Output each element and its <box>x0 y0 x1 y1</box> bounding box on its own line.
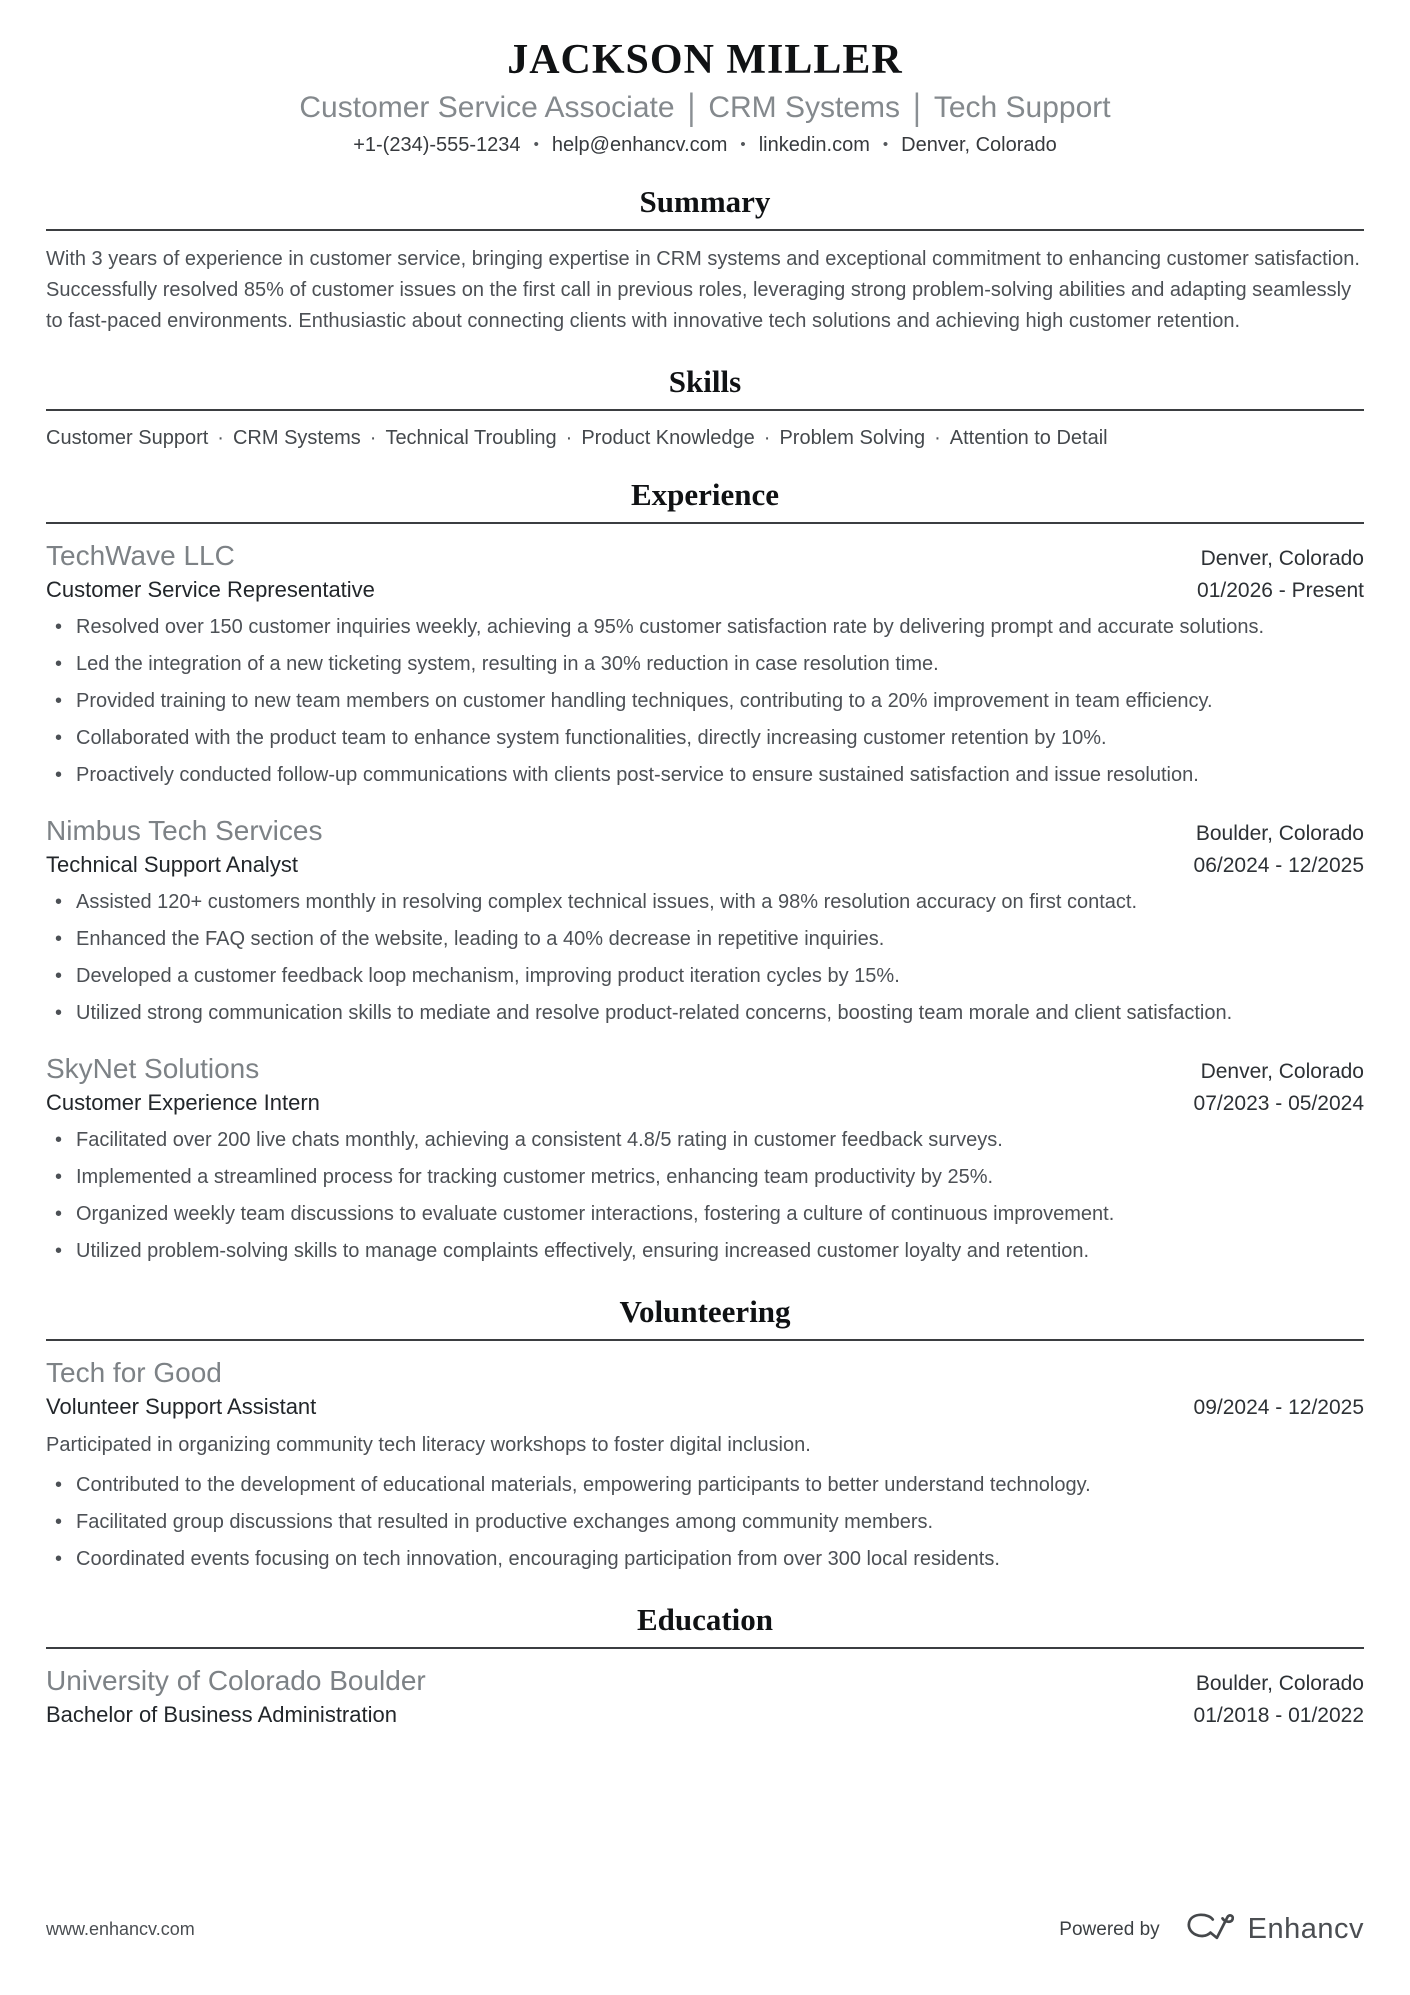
entry-degree: Bachelor of Business Administration <box>46 1702 397 1727</box>
skill-item: Problem Solving <box>779 427 926 449</box>
powered-by-label: Powered by <box>1059 1918 1160 1940</box>
skill-item: Product Knowledge <box>581 427 755 449</box>
volunteering-entry <box>46 1357 1364 1575</box>
section-divider <box>46 1647 1364 1649</box>
skill-item: CRM Systems <box>232 427 361 449</box>
entry-bullet-list <box>46 1125 1364 1267</box>
entry-location: Denver, Colorado <box>1200 547 1364 570</box>
entry-job-title: Technical Support Analyst <box>46 852 298 877</box>
entry-description: Participated in organizing community tech literacy workshops to foster digital inclusion. <box>46 1434 811 1456</box>
entry-title-row <box>46 852 1364 878</box>
education-entry <box>46 1665 1364 1728</box>
skill-separator: · <box>763 427 771 449</box>
powered-by-group[interactable] <box>1059 1910 1364 1949</box>
headline-role: Customer Service Associate <box>299 91 675 124</box>
section-experience <box>46 477 1364 1267</box>
section-summary <box>46 184 1364 337</box>
section-divider <box>46 409 1364 411</box>
bullet-item: • Collaborated with the product team to enhance system functionalities, directly increasing customer retention by 10%. <box>46 723 1364 754</box>
entry-title-row <box>46 1702 1364 1728</box>
entry-header-row <box>46 815 1364 847</box>
enhancv-logo-icon <box>1182 1910 1236 1949</box>
footer-website-link[interactable]: www.enhancv.com <box>46 1919 195 1939</box>
contact-location: Denver, Colorado <box>901 134 1057 156</box>
contact-linkedin[interactable]: linkedin.com <box>758 134 870 156</box>
contact-email[interactable]: help@enhancv.com <box>551 134 728 156</box>
contact-line <box>46 134 1364 157</box>
bullet-item: • Coordinated events focusing on tech innovation, encouraging participation from over 300 local residents. <box>46 1544 1364 1575</box>
entry-organization: Tech for Good <box>46 1357 222 1388</box>
contact-separator: • <box>882 136 889 153</box>
skill-item: Technical Troubling <box>385 427 557 449</box>
bullet-item: • Enhanced the FAQ section of the website, leading to a 40% decrease in repetitive inquiries. <box>46 924 1364 955</box>
headline-specialty-1: CRM Systems <box>708 91 901 124</box>
contact-separator: • <box>740 136 746 153</box>
entry-dates: 01/2018 - 01/2022 <box>1193 1704 1364 1727</box>
entry-dates: 01/2026 - Present <box>1197 579 1364 602</box>
entry-bullet-list <box>46 612 1364 791</box>
skill-item: Attention to Detail <box>949 427 1108 449</box>
skill-separator: · <box>934 427 941 449</box>
page-footer <box>46 1910 1364 1949</box>
candidate-headline <box>46 86 1364 128</box>
section-volunteering <box>46 1294 1364 1575</box>
section-divider <box>46 522 1364 524</box>
entry-role-title: Volunteer Support Assistant <box>46 1394 317 1419</box>
entry-job-title: Customer Experience Intern <box>46 1090 320 1115</box>
skills-heading: Skills <box>668 364 742 399</box>
candidate-name: JACKSON MILLER <box>507 37 903 83</box>
skill-separator: · <box>217 427 224 449</box>
experience-heading: Experience <box>630 477 780 512</box>
contact-phone: +1-(234)-555-1234 <box>353 134 521 156</box>
volunteering-heading: Volunteering <box>619 1294 791 1329</box>
bullet-item: • Contributed to the development of educational materials, empowering participants to better understand technology. <box>46 1470 1364 1501</box>
bullet-item: • Facilitated over 200 live chats monthly, achieving a consistent 4.8/5 rating in customer feedback surveys. <box>46 1125 1364 1156</box>
entry-header-row <box>46 1053 1364 1085</box>
bullet-item: • Led the integration of a new ticketing system, resulting in a 30% reduction in case resolution time. <box>46 649 1364 680</box>
summary-text: With 3 years of experience in customer service, bringing expertise in CRM systems and exceptional commitment to enhancing customer satisfaction. Successfully resolved 85% of customer issues on the first call in previous roles, leveraging strong problem-solving abilities and adapting seamlessly to fast-paced environments. Enthusiastic about connecting clients with innovative tech solutions and achieving high customer retention. <box>46 248 1360 332</box>
contact-separator: • <box>533 136 539 153</box>
bullet-item: • Organized weekly team discussions to evaluate customer interactions, fostering a culture of continuous improvement. <box>46 1199 1364 1230</box>
entry-job-title: Customer Service Representative <box>46 577 375 602</box>
bullet-item: • Implemented a streamlined process for tracking customer metrics, enhancing team productivity by 25%. <box>46 1162 1364 1193</box>
bullet-item: • Proactively conducted follow-up communications with clients post-service to ensure sustained satisfaction and issue resolution. <box>46 760 1364 791</box>
entry-title-row <box>46 1394 1364 1420</box>
skill-separator: · <box>565 427 573 449</box>
entry-location: Denver, Colorado <box>1200 1060 1364 1083</box>
bullet-item: • Utilized problem-solving skills to manage complaints effectively, ensuring increased customer loyalty and retention. <box>46 1236 1364 1267</box>
bullet-item: • Utilized strong communication skills to mediate and resolve product-related concerns, boosting team morale and client satisfaction. <box>46 998 1364 1029</box>
bullet-item: • Provided training to new team members on customer handling techniques, contributing to a 20% improvement in team efficiency. <box>46 686 1364 717</box>
entry-company: Nimbus Tech Services <box>46 815 323 846</box>
section-skills <box>46 364 1364 450</box>
skills-list <box>46 427 1364 450</box>
entry-company: TechWave LLC <box>46 540 235 571</box>
skill-separator: · <box>369 427 377 449</box>
entry-bullet-list <box>46 887 1364 1029</box>
section-divider <box>46 229 1364 231</box>
entry-company: SkyNet Solutions <box>46 1053 260 1084</box>
entry-header-row <box>46 1357 1364 1389</box>
summary-heading: Summary <box>639 184 771 219</box>
entry-location: Boulder, Colorado <box>1195 822 1364 845</box>
headline-specialty-2: Tech Support <box>933 91 1111 124</box>
bullet-item: • Developed a customer feedback loop mechanism, improving product iteration cycles by 15%. <box>46 961 1364 992</box>
entry-school: University of Colorado Boulder <box>46 1665 426 1696</box>
experience-entry <box>46 540 1364 791</box>
skill-item: Customer Support <box>46 427 209 449</box>
resume-header <box>46 36 1364 157</box>
section-education <box>46 1602 1364 1728</box>
bullet-item: • Resolved over 150 customer inquiries weekly, achieving a 95% customer satisfaction rate by delivering prompt and accurate solutions. <box>46 612 1364 643</box>
experience-entry <box>46 815 1364 1029</box>
entry-title-row <box>46 577 1364 603</box>
bullet-item: • Facilitated group discussions that resulted in productive exchanges among community members. <box>46 1507 1364 1538</box>
entry-title-row <box>46 1090 1364 1116</box>
entry-dates: 06/2024 - 12/2025 <box>1193 854 1364 877</box>
entry-location: Boulder, Colorado <box>1195 1672 1364 1695</box>
section-divider <box>46 1339 1364 1341</box>
experience-entry <box>46 1053 1364 1267</box>
education-heading: Education <box>636 1602 774 1637</box>
enhancv-wordmark: Enhancv <box>1247 1913 1364 1945</box>
entry-header-row <box>46 1665 1364 1697</box>
bullet-item: • Assisted 120+ customers monthly in resolving complex technical issues, with a 98% resolution accuracy on first contact. <box>46 887 1364 918</box>
entry-dates: 09/2024 - 12/2025 <box>1193 1396 1364 1419</box>
headline-separator: | <box>687 86 696 128</box>
entry-bullet-list <box>46 1470 1364 1575</box>
headline-separator: | <box>913 86 921 128</box>
entry-dates: 07/2023 - 05/2024 <box>1193 1092 1364 1115</box>
entry-header-row <box>46 540 1364 572</box>
